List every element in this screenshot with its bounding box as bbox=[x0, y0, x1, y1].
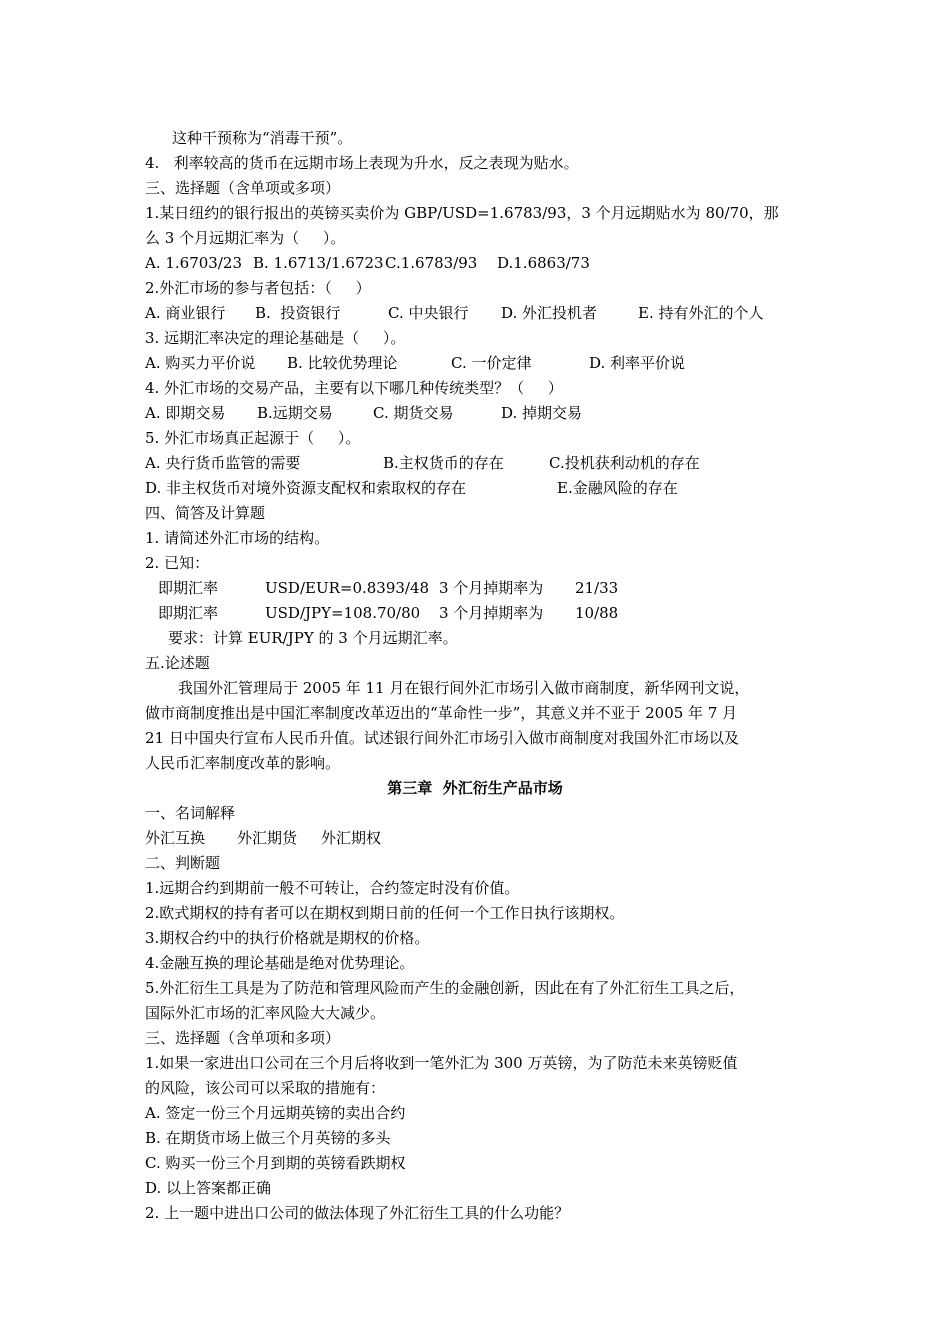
rate-pair: USD/EUR=0.8393/48 bbox=[265, 579, 430, 597]
option-item: B. 投资银行 bbox=[255, 304, 341, 322]
question-text: 2. 已知： bbox=[145, 554, 210, 572]
option-item: C.1.6783/93 bbox=[385, 254, 478, 272]
text-line: 这种干预称为“消毒干预”。 bbox=[172, 129, 353, 147]
terms-row bbox=[145, 827, 382, 849]
section-heading: 四、简答及计算题 bbox=[145, 504, 266, 522]
question-text: 1.远期合约到期前一般不可转让，合约签定时没有价值。 bbox=[145, 879, 520, 897]
option-item: D. 非主权货币对境外资源支配权和索取权的存在 bbox=[145, 479, 467, 497]
section-heading: 五.论述题 bbox=[145, 654, 210, 672]
option-item: B. 在期货市场上做三个月英镑的多头 bbox=[145, 1129, 391, 1147]
question-text: 要求：计算 EUR/JPY 的 3 个月远期汇率。 bbox=[168, 629, 458, 647]
option-item: A. 购买力平价说 bbox=[145, 354, 256, 372]
option-item: A. 1.6703/23 bbox=[145, 254, 242, 272]
option-row bbox=[145, 402, 583, 424]
rate-pair: USD/JPY=108.70/80 bbox=[265, 604, 421, 622]
section-heading: 三、选择题（含单项或多项） bbox=[145, 179, 341, 197]
term-item: 外汇期货 bbox=[237, 829, 298, 847]
option-row bbox=[145, 452, 700, 474]
option-row bbox=[145, 302, 764, 324]
option-item: A. 即期交易 bbox=[145, 404, 226, 422]
paragraph-line: 人民币汇率制度改革的影响。 bbox=[145, 754, 341, 772]
question-text: 5. 外汇市场真正起源于（ ）。 bbox=[145, 429, 361, 447]
section-heading: 三、选择题（含单项和多项） bbox=[145, 1029, 341, 1047]
option-row bbox=[145, 252, 590, 274]
swap-label: 3 个月掉期率为 bbox=[439, 579, 544, 597]
option-item: D. 以上答案都正确 bbox=[145, 1179, 272, 1197]
question-text: 2.外汇市场的参与者包括：（ ） bbox=[145, 279, 371, 297]
question-text: 的风险，该公司可以采取的措施有： bbox=[145, 1079, 386, 1097]
question-text: 2.欧式期权的持有者可以在期权到期日前的任何一个工作日执行该期权。 bbox=[145, 904, 625, 922]
option-item: A. 签定一份三个月远期英镑的卖出合约 bbox=[145, 1104, 406, 1122]
question-text: 国际外汇市场的汇率风险大大减少。 bbox=[145, 1004, 386, 1022]
option-item: E.金融风险的存在 bbox=[557, 479, 678, 497]
option-item: B.主权货币的存在 bbox=[383, 454, 504, 472]
option-item: C. 期货交易 bbox=[373, 404, 454, 422]
paragraph-line: 我国外汇管理局于 2005 年 11 月在银行间外汇市场引入做市商制度，新华网刊文说， bbox=[178, 679, 750, 697]
option-item: C. 一价定律 bbox=[451, 354, 532, 372]
question-text: 4.金融互换的理论基础是绝对优势理论。 bbox=[145, 954, 415, 972]
option-item: D. 掉期交易 bbox=[501, 404, 583, 422]
option-item: B. 1.6713/1.6723 bbox=[253, 254, 384, 272]
option-item: C.投机获利动机的存在 bbox=[549, 454, 700, 472]
section-heading: 一、名词解释 bbox=[145, 804, 236, 822]
text-line: 4. 利率较高的货币在远期市场上表现为升水，反之表现为贴水。 bbox=[145, 154, 579, 172]
paragraph-line: 做市商制度推出是中国汇率制度改革迈出的“革命性一步”，其意义并不亚于 2005 年 7 月 bbox=[145, 704, 738, 722]
question-text: 1. 请简述外汇市场的结构。 bbox=[145, 529, 330, 547]
swap-label: 3 个月掉期率为 bbox=[439, 604, 544, 622]
option-item: C. 购买一份三个月到期的英镑看跌期权 bbox=[145, 1154, 406, 1172]
question-text: 3.期权合约中的执行价格就是期权的价格。 bbox=[145, 929, 430, 947]
question-text: 3. 远期汇率决定的理论基础是（ ）。 bbox=[145, 329, 406, 347]
option-item: B.远期交易 bbox=[257, 404, 333, 422]
question-text: 1.如果一家进出口公司在三个月后将收到一笔外汇为 300 万英镑，为了防范未来英镑贬值 bbox=[145, 1054, 738, 1072]
option-item: C. 中央银行 bbox=[388, 304, 469, 322]
paragraph-line: 21 日中国央行宣布人民币升值。试述银行间外汇市场引入做市商制度对我国外汇市场以及 bbox=[145, 729, 739, 747]
option-item: D.1.6863/73 bbox=[497, 254, 590, 272]
question-text: 2. 上一题中进出口公司的做法体现了外汇衍生工具的什么功能？ bbox=[145, 1204, 570, 1222]
rate-label: 即期汇率 bbox=[158, 604, 219, 622]
swap-value: 10/88 bbox=[575, 604, 619, 622]
question-text: 么 3 个月远期汇率为（ ）。 bbox=[145, 229, 346, 247]
swap-value: 21/33 bbox=[575, 579, 619, 597]
section-heading: 二、判断题 bbox=[145, 854, 221, 872]
rate-row bbox=[145, 602, 619, 624]
chapter-title: 第三章 外汇衍生产品市场 bbox=[387, 779, 563, 797]
rate-label: 即期汇率 bbox=[158, 579, 219, 597]
option-item: A. 商业银行 bbox=[145, 304, 226, 322]
option-row bbox=[145, 477, 678, 499]
option-row bbox=[145, 352, 686, 374]
term-item: 外汇期权 bbox=[321, 829, 382, 847]
option-item: E. 持有外汇的个人 bbox=[638, 304, 764, 322]
option-item: D. 外汇投机者 bbox=[501, 304, 598, 322]
rate-row bbox=[145, 577, 619, 599]
term-item: 外汇互换 bbox=[145, 829, 206, 847]
question-text: 1.某日纽约的银行报出的英镑买卖价为 GBP/USD=1.6783/93，3 个月远期贴水为 80/70，那 bbox=[145, 204, 779, 222]
option-item: B. 比较优势理论 bbox=[287, 354, 398, 372]
question-text: 5.外汇衍生工具是为了防范和管理风险而产生的金融创新，因此在有了外汇衍生工具之后， bbox=[145, 979, 745, 997]
question-text: 4. 外汇市场的交易产品，主要有以下哪几种传统类型？（ ） bbox=[145, 379, 563, 397]
option-item: D. 利率平价说 bbox=[589, 354, 686, 372]
option-item: A. 央行货币监管的需要 bbox=[145, 454, 301, 472]
